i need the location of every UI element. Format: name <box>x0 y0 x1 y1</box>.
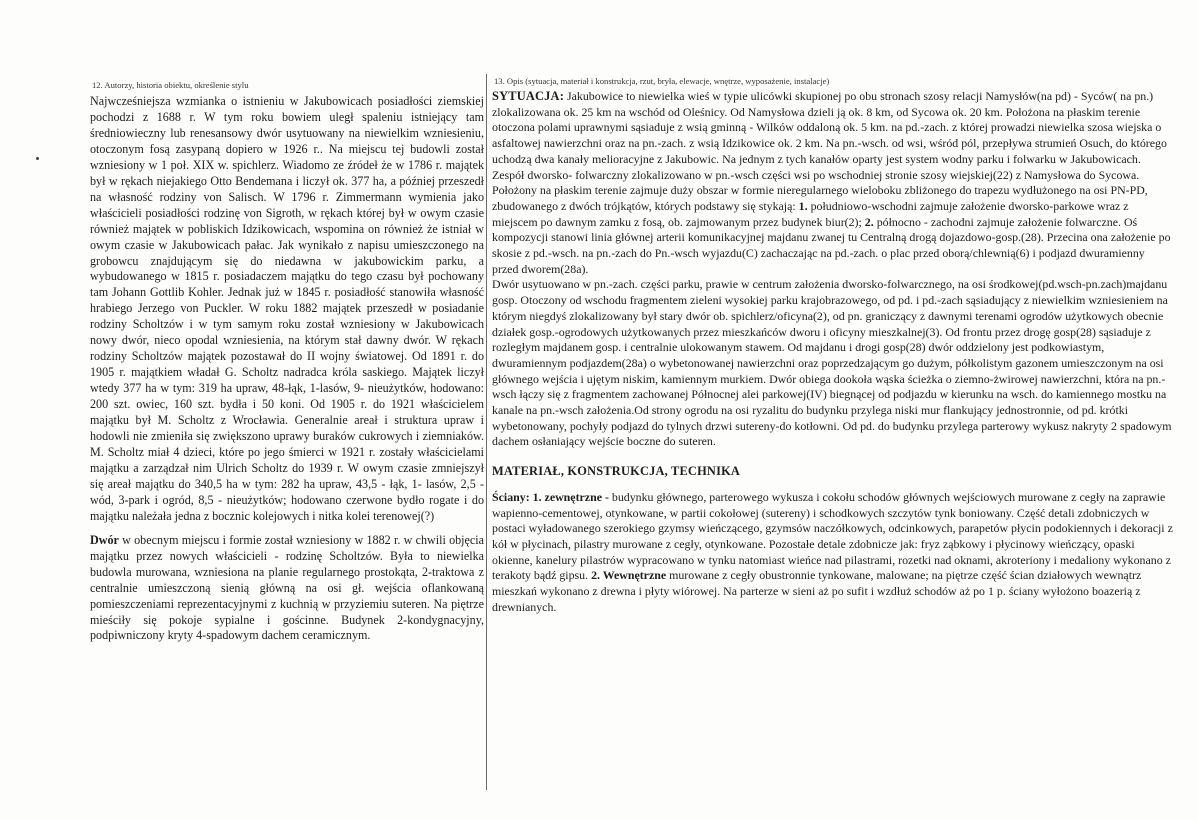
situation-paragraph-3: Dwór usytuowano w pn.-zach. części parku, prawie w centrum założenia dworsko-folwarcznego, na osi środkowej(pd.wsch-pn.zach)majdanu gosp. Otoczony od wschodu fragmentem zieleni wysokiej parku krajobrazowego, od pd. i pd.-zach sąsiadujący z niewielkim wzniesieniem na którym niegdyś zlokalizowany był stary dwór ob. spichlerz/oficyna(2), od pn. graniczący z dawnymi terenami ogrodów użytkowych obecnie działek gosp.-ogrodowych użytkowanych przez mieszkańców dworu i oficyny mieszkalnej(3). Od frontu przez drogę gosp(28) sąsiaduje z rozległym majdanem gosp. i centralnie ulokowanym stawem. Od majdanu i drogi gosp(28) dwór oddzielony jest podkowiastym, dwuramiennym podjazdem(28a) o wybetonowanej nawierzchni oraz poprzedzającym go dużym, półkolistym gazonem umieszczonym na osi głównego wejścia i ujętym niskim, kamiennym murkiem. Dwór obiega dookoła wąska ścieżka o ziemno-żwirowej nawierzchni, która na pn.-wsch łączy się z fragmentem zachowanej Północnej alei parkowej(IV) biegnącej od podjazdu w kierunku na wsch. do kamiennego mostku na kanale na pn.-wsch założenia.Od strony ogrodu na osi ryzalitu do budynku przylega niski mur flankujący jednostronnie, od pd. krótki wybetonowany, pochyły podjazd do tylnych drzwi sutereny-do kotłowni. Od pd. do budynku przylega parterowy wykusz nakryty 2 spadowym dachem osłaniający wejście boczne do suteren. <box>492 277 1172 449</box>
item-number-2: 2. <box>864 214 874 229</box>
situation-paragraph-2 <box>492 168 1174 278</box>
column-divider <box>486 74 487 790</box>
walls-paragraph <box>492 490 1174 616</box>
situation-paragraph-1 <box>492 89 1174 168</box>
material-heading: MATERIAŁ, KONSTRUKCJA, TECHNIKA <box>492 464 741 479</box>
item-number-1: 1. <box>798 198 808 213</box>
manor-lead-word: Dwór <box>90 532 119 547</box>
right-column <box>490 0 1178 820</box>
walls-internal-label: 2. Wewnętrzne <box>591 568 667 583</box>
description-text <box>492 89 1174 616</box>
situation-text-2b: południowo-wschodni zajmuje założenie dworsko-parkowe wraz z miejscem po dawnym zamku z fosą, ob. zajmowanym przez budynek biur(2); <box>492 198 1129 229</box>
manor-description-text: w obecnym miejscu i formie został wzniesiony w 1882 r. w chwili objęcia majątku przez nowych właścicieli - rodzinę Scholtzów. Była to niewielka budowla murowana, wzniesiona na planie regularnego prostokąta, 2-traktowa z centralnie umieszczoną sienią główną na osi gł. wejścia oflankowaną pomieszczeniami reprezentacyjnymi z kuchnią w przyziemiu suteren. Na piętrze mieściły się pokoje sypialne i gościnne. Budynek 2-kondygnacyjny, podpiwniczony kryty 4-spadowym dachem ceramicznym. <box>90 532 484 643</box>
situation-heading: SYTUACJA: <box>492 89 565 103</box>
walls-external-label: 1. zewnętrzne - <box>529 489 609 504</box>
situation-text-1: Jakubowice to niewielka wieś w typie ulicówki skupionej po obu stronach szosy relacji Namysłów(na pd) - Syców( na pn.) zlokalizowana ok. 25 km na wschód od Oleśnicy. Od Namysłowa dzieli ją ok. 8 km, od Sycowa ok. 20 km. Położona na płaskim terenie otoczona polami uprawnymi sąsiaduje z wsią gminną - Wilków oddaloną ok. 5 km. na pd.-zach. z której prowadzi niewielka szosa wiejska o asfaltowej nawierzchni oraz na pn.-zach. z wsią Idzikowice ok. 2 km. Na pn.-wsch. od wsi, wśród pól, przepływa strumień Osuch, do którego uchodzą dwa kanały melioracyjne z Jakubowic. Na jednym z tych kanałów oparty jest system wodny parku i folwarku w Jakubowicach. <box>492 89 1167 166</box>
history-text <box>90 94 484 644</box>
walls-internal-text: murowane z cegły obustronnie tynkowane, malowane; na piętrze część ścian działowych wewnątrz mieszkań wykonano z drewna i płyty wiórowej. Na parterze w sieni aż po sufit i wzdłuż schodów aż po 1 p. ściany wyłożono boazerią z drewnianych. <box>492 568 1142 614</box>
left-column <box>80 0 484 820</box>
situation-text-2a: Zespół dworsko- folwarczny zlokalizowano w pn.-wsch części wsi po wschodniej stronie szosy wiejskiej(22) z Namysłowa do Sycowa. Położony na płaskim terenie zajmuje duży obszar w formie nieregularnego wieloboku zbliżonego do trapezu wydłużonego na osi PN-PD, zbudowanego z dwóch trójkątów, których podstawy się stykają: <box>492 167 1148 213</box>
manor-description-paragraph <box>90 533 484 645</box>
situation-text-2c: północno - zachodni zajmuje założenie folwarczne. Oś kompozycji stanowi linia głównej arterii komunikacyjnej majdanu zwanej tu Centralną drogą dojazdowo-gosp.(28). Przecina ona założenie po skosie z pd.-wsch. na pn.-zach do Pn.-wsch wyjazdu(C) zachaczając na pd.-zach. o plac przed oborą/chlewnią(6) i podjazd dwuramienny przed dworem(28a). <box>492 214 1171 276</box>
walls-external-text: budynku głównego, parterowego wykusza i cokołu schodów głównych wejściowych murowane z cegły na zaprawie wapienno-cementowej, otynkowane, w partii cokołowej (sutereny) i schodkowych szczytów tynk boniowany. Część detali zdobniczych w postaci wyładowanego szerokiego gzymsy wieńczącego, gzymsów naczółkowych, odcinkowych, parapetów płycin podokiennych i dekoracji z kół w płycinach, pilastry murowane z cegły, otynkowane. Pozostałe detale zdobnicze jak: fryz ząbkowy i płycinowy wieńczący, opaski okienne, kanelury pilastrów wypracowano w tynku natomiast wieńce nad pilastrami, rozetki nad oknami, akroteriony i medaliony wykonano z terakoty bądź gipsu. <box>492 489 1173 583</box>
walls-lead: Ściany: <box>492 489 530 504</box>
section-12-header: 12. Autorzy, historia obiektu, określenie stylu <box>92 80 249 90</box>
history-paragraph: Najwcześniejsza wzmianka o istnieniu w Jakubowicach posiadłości ziemskiej pochodzi z 1688 r. W tym roku bowiem uległ spaleniu istniejący tam średniowieczny lub renesansowy dwór usytuowany na niewielkim wzniesieniu, otoczonym fosą zasypaną dopiero w 1926 r.. Na miejscu tej budowli został wzniesiony w 1 poł. XIX w. spichlerz. Wiadomo ze źródeł że w 1786 r. majątek był w rękach niejakiego Otto Bendemana i liczył ok. 377 ha, a później przeszedł na własność rodziny von Salisch. W 1796 r. Zimmermann wymienia jako właścicieli posiadłości rodzinę von Sigroth, w rękach której był w owym czasie również majątek w pobliskich Idzikowicach, wspomina on również że istniał w owym czasie w Jakubowicach pałac. Jak wynikało z napisu umieszczonego na grobowcu znajdującym się do niedawna w jakubowickim parku, a wybudowanego w 1815 r. posiadaczem majątku do tego czasu był pochowany tam Johann Gottlib Kohler. Jednak już w 1845 r. posiadłość stanowiła własność hrabiego Jerzego von Puckler. W roku 1882 majątek przeszedł w posiadanie rodziny Scholtzów i w tym samym roku został wzniesiony w Jakubowicach nowy dwór, nieco opodal wzniesienia, na którym stał dawny dwór. W rękach rodziny Scholtzów majątek pozostawał do II wojny światowej. Od 1891 r. do 1905 r. majątkiem władał G. Scholtz nadradca króla saskiego. Majątek liczył wtedy 377 ha w tym: 319 ha upraw, 48-łąk, 1-lasów, 9- nieużytków, hodowano: 200 szt. owiec, 160 szt. bydła i 50 koni. Od 1905 r. do 1921 właścicielem majątku był M. Scholtz z Wrocławia. Generalnie areał i struktura upraw i hodowli nie zmieniła się zwiększono uprawy buraków cukrowych i ziemniaków. M. Scholtz miał 4 dzieci, które po jego śmierci w 1921 r. zostały właścicielami majątku a zarządzał nim Ulrich Scholtz do 1939 r. W owym czasie zmniejszył się areał majątku do 340,5 ha w tym: 282 ha upraw, 43,5 - łąk, 1- lasów, 2,5 - wód, 3-park i ogród, 8,5 - nieużytków; hodowano czerwone bydło rogate i do majątku należała jedna z bocznic kolejowych i nitka kolei terenowej(?) <box>90 94 484 523</box>
section-13-header: 13. Opis (sytuacja, materiał i konstrukcja, rzut, bryła, elewacje, wnętrze, wyposażenie, instalacje) <box>494 76 830 86</box>
scan-speck <box>36 157 39 160</box>
